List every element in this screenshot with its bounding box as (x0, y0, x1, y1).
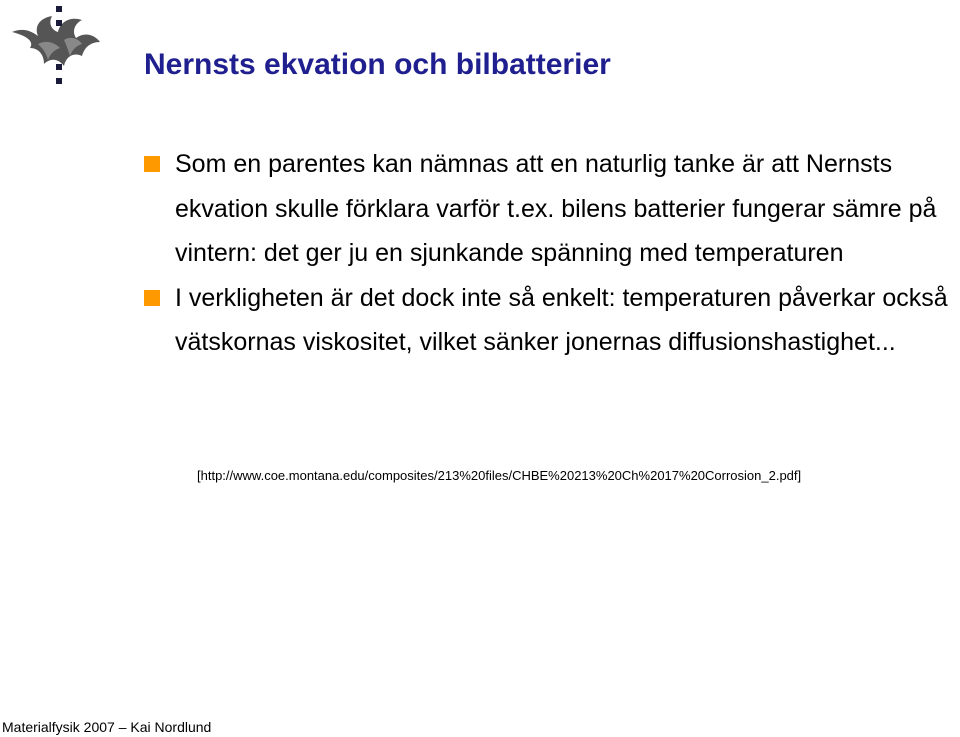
square-bullet-icon (144, 290, 160, 306)
bullet-text-2: I verkligheten är det dock inte så enkelt: temperaturen påverkar också vätskornas viskositet, vilket sänker jonernas diffusionshastighet... (175, 283, 948, 356)
bullet-list (144, 142, 956, 365)
source-reference-link[interactable]: [http://www.coe.montana.edu/composites/213%20files/CHBE%20213%20Ch%2017%20Corrosion_2.pdf] (197, 468, 802, 483)
slide-title: Nernsts ekvation och bilbatterier (144, 48, 611, 81)
footer-text: Materialfysik 2007 – Kai Nordlund (2, 719, 212, 735)
bullet-text-1: Som en parentes kan nämnas att en naturlig tanke är att Nernsts ekvation skulle förklara varför t.ex. bilens batterier fungerar sämre på vintern: det ger ju en sjunkande spänning med temperaturen (175, 150, 937, 267)
square-bullet-icon (144, 156, 160, 172)
bullet-item-1 (144, 142, 956, 276)
bullet-item-2 (144, 276, 956, 365)
university-logo-icon (8, 2, 108, 92)
